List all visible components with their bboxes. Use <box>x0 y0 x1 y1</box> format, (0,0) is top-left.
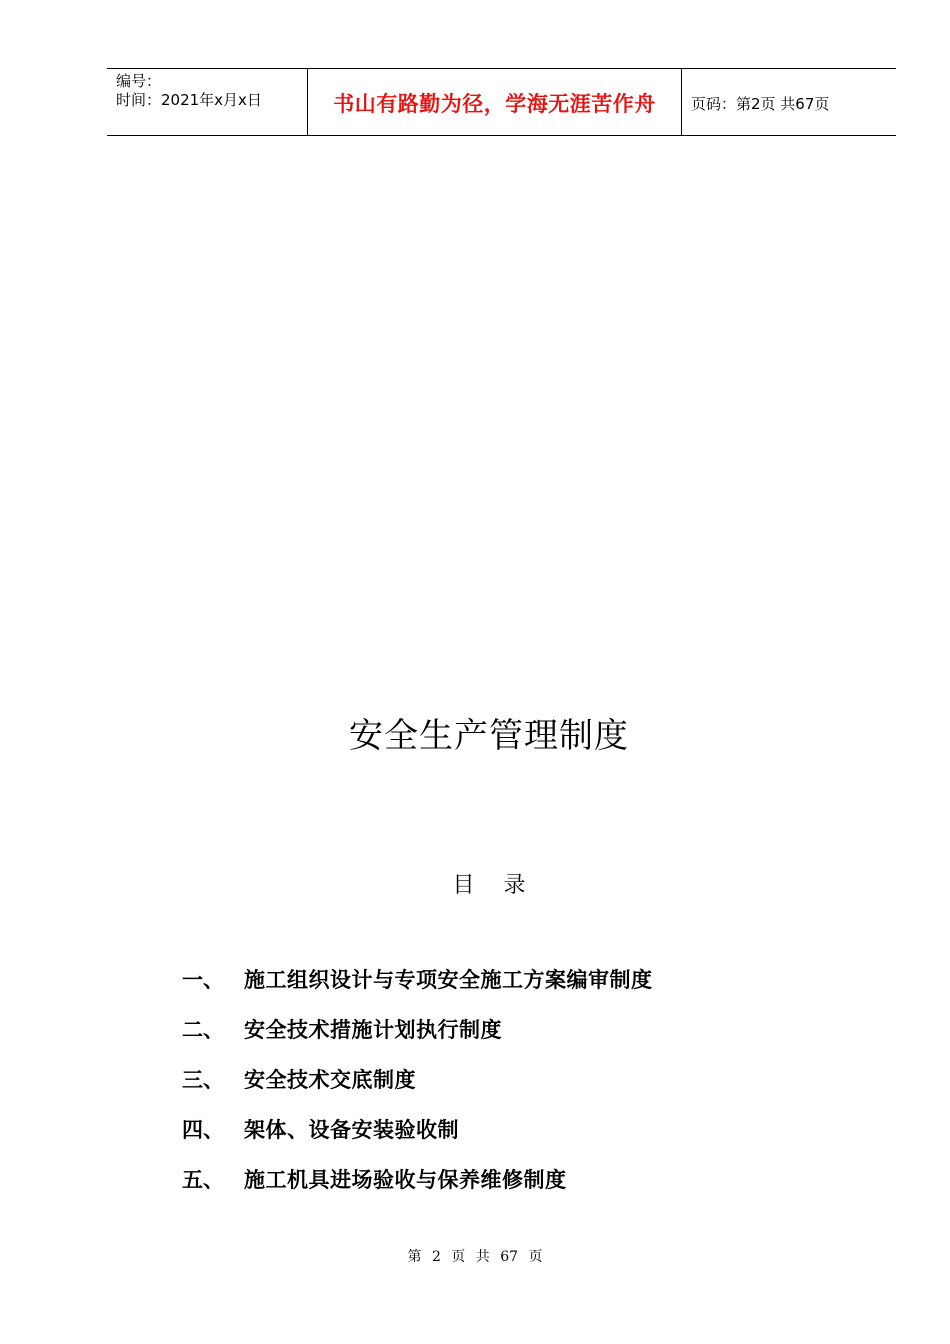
toc-item-number: 三、 <box>182 1068 224 1092</box>
document-title: 安全生产管理制度 <box>349 716 629 756</box>
toc-item-number: 二、 <box>182 1018 224 1042</box>
header-top-rule <box>107 68 896 69</box>
header-bottom-rule <box>107 135 896 136</box>
toc-item-number: 四、 <box>182 1118 224 1142</box>
toc-item-text: 安全技术措施计划执行制度 <box>244 1018 502 1042</box>
header-motto: 书山有路勤为径，学海无涯苦作舟 <box>333 91 656 116</box>
toc-item-number: 一、 <box>182 968 224 992</box>
toc-item-text: 架体、设备安装验收制 <box>244 1118 459 1142</box>
header-divider-right <box>681 68 682 136</box>
header-time-label: 时间：2021年x月x日 <box>116 91 262 109</box>
toc-item-number: 五、 <box>182 1168 224 1192</box>
toc-item-text: 施工机具进场验收与保养维修制度 <box>244 1168 567 1192</box>
toc-title: 目 录 <box>452 873 526 898</box>
header-number-label: 编号： <box>116 72 162 90</box>
toc-item-text: 安全技术交底制度 <box>244 1068 416 1092</box>
header-page-info: 页码：第2页 共67页 <box>691 95 830 113</box>
toc-item-text: 施工组织设计与专项安全施工方案编审制度 <box>244 968 653 992</box>
page-footer: 第 2 页 共 67 页 <box>407 1249 543 1265</box>
header-meta <box>116 72 262 110</box>
